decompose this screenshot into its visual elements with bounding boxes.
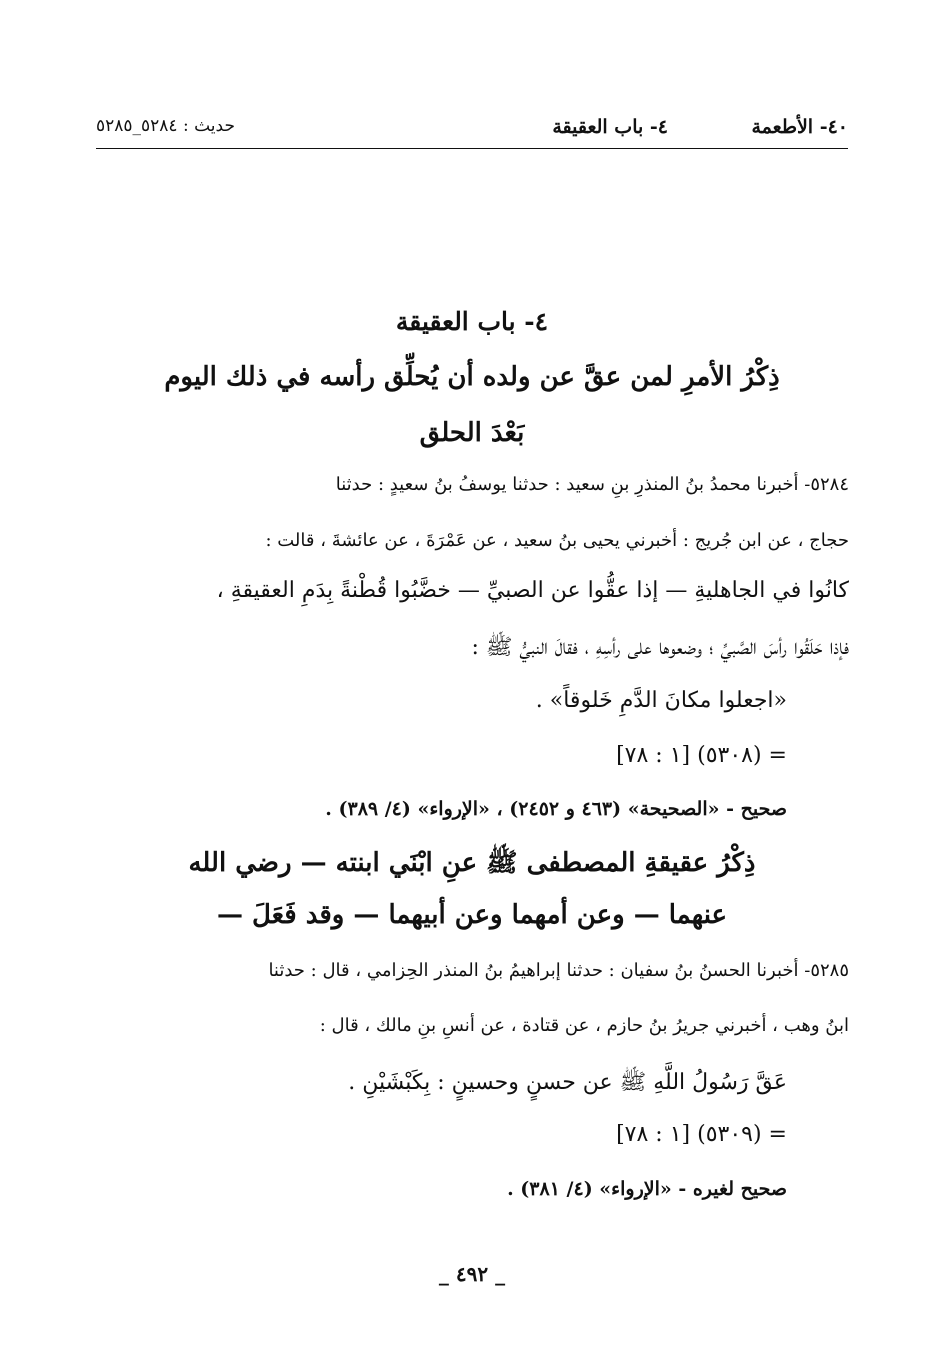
hadith1-cross-reference: = (٥٣٠٨) [١ : ٧٨]: [616, 743, 787, 768]
hadith1-matn-line2: فإذا حَلَقُوا رأسَ الصَّبيِّ ؛ وضعوها على رأسِهِ ، فقالَ النبيُّ ﷺ :: [471, 635, 849, 660]
hadith1-grading: صحيح - «الصحيحة» (٤٦٣ و ٢٤٥٢) ، «الإرواء» (٤/ ٣٨٩) .: [325, 798, 787, 820]
hadith2-cross-reference: = (٥٣٠٩) [١ : ٧٨]: [616, 1122, 787, 1147]
header-hadith-range: حديث : ٥٢٨٤_٥٢٨٥: [96, 116, 235, 136]
hadith2-matn-line1: عَقَّ رَسُولُ اللَّهِ ﷺ عن حسنٍ وحسينٍ : بِكَبْشَيْنِ .: [348, 1070, 787, 1095]
section2-heading-line1: ذِكْرُ عقيقةِ المصطفى ﷺ عنِ ابْنَي ابنته — رضي الله: [188, 848, 756, 878]
header-rule: [96, 148, 848, 149]
header-chapter: ٤- باب العقيقة: [552, 116, 668, 138]
hadith1-matn-line3: «اجعلوا مكانَ الدَّمِ خَلوقاً» .: [535, 688, 787, 713]
chapter-title: ٤- باب العقيقة: [395, 307, 549, 336]
section1-heading-line1: ذِكْرُ الأمرِ لمن عقَّ عن ولده أن يُحلِّق رأسه في ذلك اليوم: [164, 362, 780, 392]
running-header: [96, 116, 848, 142]
hadith2-grading: صحيح لغيره - «الإرواء» (٤/ ٣٨١) .: [507, 1178, 787, 1200]
header-book-section: ٤٠- الأطعمة: [751, 116, 848, 138]
hadith2-isnad-line1: ٥٢٨٥- أخبرنا الحسنُ بنُ سفيان : حدثنا إبراهيمُ بنُ المنذر الحِزامي ، قال : حدثنا: [268, 960, 849, 981]
section2-heading-line2: عنهما — وعن أمهما وعن أبيهما — وقد فَعَلَ —: [216, 900, 728, 930]
page-number: _ ٤٩٢ _: [438, 1262, 506, 1286]
hadith2-isnad-line2: ابنُ وهب ، أخبرني جريرُ بنُ حازم ، عن قتادة ، عن أنسِ بنِ مالك ، قال :: [319, 1015, 849, 1036]
section1-heading-line2: بَعْدَ الحلق: [419, 418, 525, 448]
hadith1-isnad-line2: حجاج ، عن ابن جُريج : أخبرني يحيى بنُ سعيد ، عن عَمْرَةَ ، عن عائشةَ ، قالت :: [265, 530, 849, 551]
hadith1-isnad-line1: ٥٢٨٤- أخبرنا محمدُ بنُ المنذرِ بنِ سعيد : حدثنا يوسفُ بنُ سعيدٍ : حدثنا: [335, 474, 849, 495]
hadith1-matn-line1: كانُوا في الجاهليةِ — إذا عقُّوا عن الصبيِّ — خضَّبُوا قُطْنةً بِدَمِ العقيقةِ ،: [216, 578, 849, 603]
